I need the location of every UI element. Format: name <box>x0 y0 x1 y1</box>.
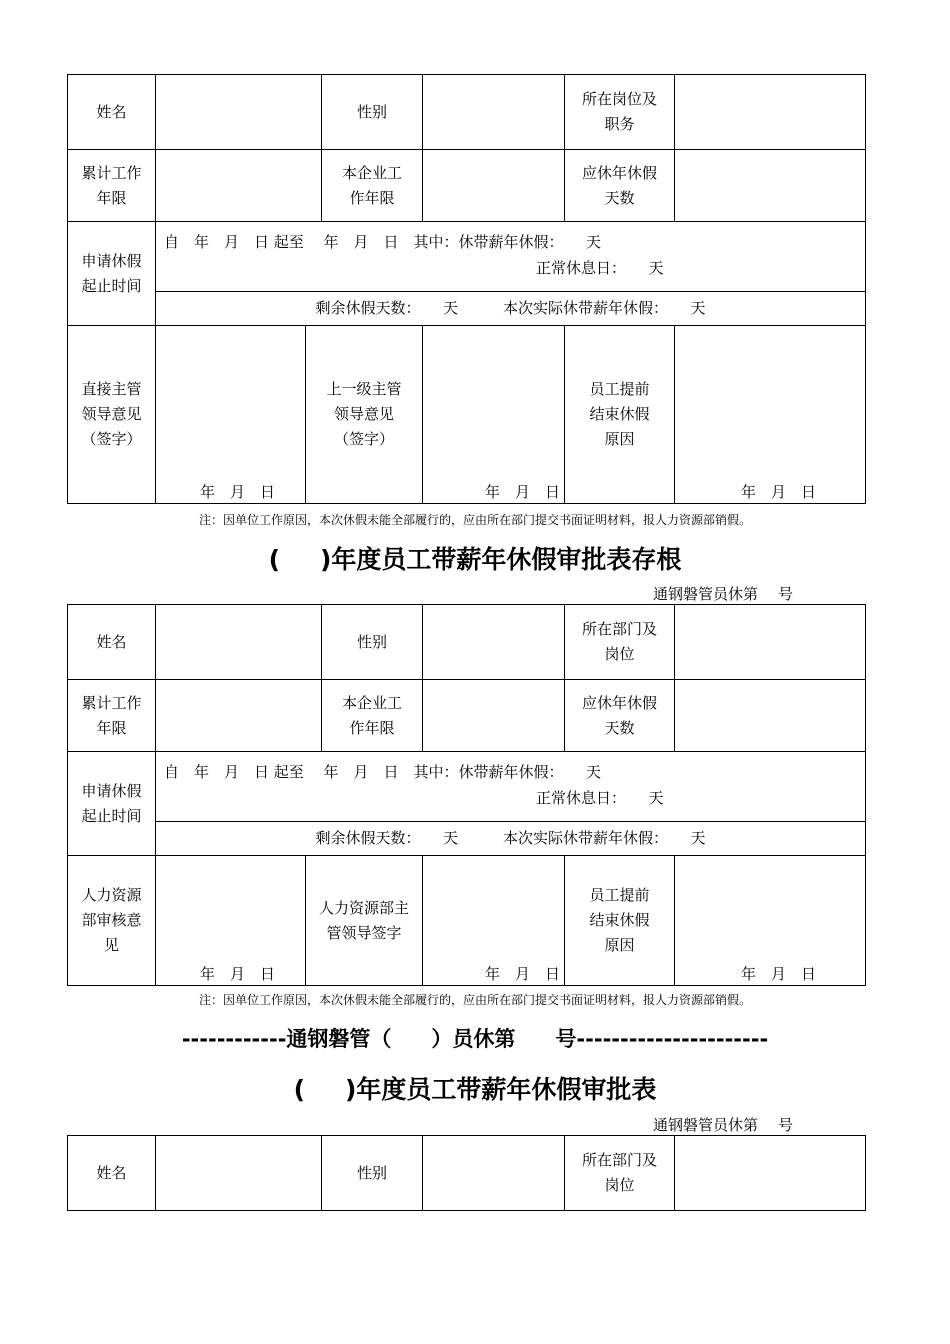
gender-field[interactable] <box>423 75 565 150</box>
name-label: 姓名 <box>68 1136 156 1211</box>
apply-period-field[interactable] <box>156 222 866 292</box>
leave-form-stub <box>67 604 866 986</box>
hr-review-field[interactable] <box>156 856 306 986</box>
normal-rest-days-text: 正常休息日： 天 <box>536 789 664 807</box>
name-field[interactable] <box>156 75 322 150</box>
dept-label: 所在部门及 岗位 <box>565 605 675 680</box>
note-text: 注：因单位工作原因，本次休假未能全部履行的，应由所在部门提交书面证明材料，报人力资源部销假。 <box>198 513 751 527</box>
hr-head-sign-label: 人力资源部主 管领导签字 <box>306 856 423 986</box>
dept-label: 所在部门及 岗位 <box>565 1136 675 1211</box>
early-end-label: 员工提前 结束休假 原因 <box>565 856 675 986</box>
serial-number: 通钢磐管员休第 号 <box>653 1116 794 1134</box>
date-label: 年 月 日 <box>741 965 817 983</box>
gender-label: 性别 <box>322 1136 423 1211</box>
dept-field[interactable] <box>675 605 866 680</box>
apply-period-field[interactable] <box>156 752 866 822</box>
date-label: 年 月 日 <box>200 965 276 983</box>
normal-rest-days-text: 正常休息日： 天 <box>536 259 664 277</box>
company-years-label: 本企业工 作年限 <box>322 150 423 222</box>
date-label: 年 月 日 <box>485 965 561 983</box>
leave-form-main <box>67 1135 866 1211</box>
cut-line: ------------通钢磐管（ ）员休第 号---------------------- <box>181 1027 769 1051</box>
stub-title: ( )年度员工带薪年休假审批表存根 <box>268 545 682 574</box>
hr-head-sign-field[interactable] <box>423 856 565 986</box>
upper-supervisor-label: 上一级主管 领导意见 （签字） <box>306 326 423 504</box>
name-label: 姓名 <box>68 75 156 150</box>
total-years-label: 累计工作 年限 <box>68 680 156 752</box>
due-days-label: 应休年休假 天数 <box>565 680 675 752</box>
serial-number: 通钢磐管员休第 号 <box>653 585 794 603</box>
dept-field[interactable] <box>675 1136 866 1211</box>
date-label: 年 月 日 <box>200 483 276 501</box>
date-label: 年 月 日 <box>741 483 817 501</box>
direct-supervisor-label: 直接主管 领导意见 （签字） <box>68 326 156 504</box>
main-title: ( )年度员工带薪年休假审批表 <box>293 1075 657 1104</box>
company-years-label: 本企业工 作年限 <box>322 680 423 752</box>
company-years-field[interactable] <box>423 150 565 222</box>
name-field[interactable] <box>156 605 322 680</box>
gender-field[interactable] <box>423 1136 565 1211</box>
hr-review-label: 人力资源 部审核意 见 <box>68 856 156 986</box>
remaining-days-row: 剩余休假天数： 天 本次实际休带薪年休假： 天 <box>156 822 866 856</box>
total-years-field[interactable] <box>156 680 322 752</box>
apply-period-label: 申请休假 起止时间 <box>68 752 156 856</box>
position-field[interactable] <box>675 75 866 150</box>
due-days-field[interactable] <box>675 150 866 222</box>
position-label: 所在岗位及 职务 <box>565 75 675 150</box>
note-text: 注：因单位工作原因，本次休假未能全部履行的，应由所在部门提交书面证明材料，报人力资源部销假。 <box>198 993 751 1007</box>
apply-period-text: 自 年 月 日 起至 年 月 日 其中：休带薪年休假： 天 <box>164 233 602 251</box>
due-days-field[interactable] <box>675 680 866 752</box>
early-end-label: 员工提前 结束休假 原因 <box>565 326 675 504</box>
company-years-field[interactable] <box>423 680 565 752</box>
date-label: 年 月 日 <box>485 483 561 501</box>
remaining-days-row: 剩余休假天数： 天 本次实际休带薪年休假： 天 <box>156 292 866 326</box>
total-years-label: 累计工作 年限 <box>68 150 156 222</box>
apply-period-text: 自 年 月 日 起至 年 月 日 其中：休带薪年休假： 天 <box>164 763 602 781</box>
gender-field[interactable] <box>423 605 565 680</box>
gender-label: 性别 <box>322 75 423 150</box>
gender-label: 性别 <box>322 605 423 680</box>
due-days-label: 应休年休假 天数 <box>565 150 675 222</box>
direct-supervisor-sign-field[interactable] <box>156 326 306 504</box>
name-field[interactable] <box>156 1136 322 1211</box>
early-end-reason-field[interactable] <box>675 856 866 986</box>
apply-period-label: 申请休假 起止时间 <box>68 222 156 326</box>
leave-form-top <box>67 74 866 504</box>
early-end-reason-field[interactable] <box>675 326 866 504</box>
total-years-field[interactable] <box>156 150 322 222</box>
name-label: 姓名 <box>68 605 156 680</box>
upper-supervisor-sign-field[interactable] <box>423 326 565 504</box>
